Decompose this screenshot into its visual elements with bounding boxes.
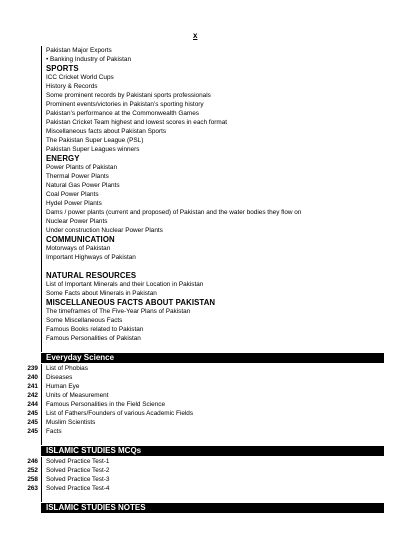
section-heading [22,154,384,163]
entry-text: Solved Practice Test-4 [41,484,384,493]
toc-entry [22,199,384,208]
page-number [22,217,41,226]
page-number: 242 [27,392,38,399]
toc-entry [22,91,384,100]
toc-entry [22,145,384,154]
page-number [22,226,41,235]
section-title: ISLAMIC STUDIES NOTES [41,503,384,513]
toc-entry [22,400,384,409]
entry-text: Under construction Nuclear Power Plants [41,226,384,235]
section-title: Everyday Science [41,353,384,363]
toc-entry [22,73,384,82]
page-number [22,353,41,363]
entry-text: Famous Personalities of Pakistan [41,334,384,343]
entry-text: Solved Practice Test-3 [41,475,384,484]
entry-text: Famous Personalities in the Field Science [41,400,384,409]
heading-text: SPORTS [41,64,384,73]
page-number [22,154,41,163]
toc-entry [22,118,384,127]
page-number [22,172,41,181]
section-heading [22,298,384,307]
toc-entry [22,289,384,298]
page-number [22,73,41,82]
section-heading [22,235,384,244]
entry-text [41,436,384,445]
toc-entry [22,382,384,391]
entry-text [41,493,384,502]
entry-text: The timeframes of The Five-Year Plans of Pakistan [41,307,384,316]
page-number [22,145,41,154]
toc-entry [22,181,384,190]
toc-entry [22,475,384,484]
page-number [22,436,41,445]
toc-entry [22,127,384,136]
page-number [22,199,41,208]
entry-text: Units of Measurement [41,391,384,400]
section-title: ISLAMIC STUDIES MCQs [41,446,384,456]
page-number [22,163,41,172]
toc-entry [22,226,384,235]
entry-text: Natural Gas Power Plants [41,181,384,190]
entry-text: Miscellaneous facts about Pakistan Sports [41,127,384,136]
entry-text: Pakistan Super Leagues winners [41,145,384,154]
entry-text: ICC Cricket World Cups [41,73,384,82]
spacer-row [22,262,384,271]
entry-text: The Pakistan Super League (PSL) [41,136,384,145]
toc-entry [22,244,384,253]
section-band [22,446,384,456]
entry-text: Coal Power Plants [41,190,384,199]
spacer-row [22,436,384,445]
entry-text: History & Records [41,82,384,91]
entry-text: Some prominent records by Pakistani sports professionals [41,91,384,100]
entry-text: Pakistan’s performance at the Commonwealth Games [41,109,384,118]
page-number [22,82,41,91]
heading-text: ENERGY [41,154,384,163]
entry-text: Some Facts about Minerals in Pakistan [41,289,384,298]
entry-text: Thermal Power Plants [41,172,384,181]
entry-text: Facts [41,427,384,436]
toc-entry [22,334,384,343]
page-number [22,503,41,513]
page-number [22,46,41,55]
entry-text: Pakistan Cricket Team highest and lowest scores in each format [41,118,384,127]
page-number: 246 [27,458,38,465]
page-number: 252 [27,467,38,474]
spacer-row [22,493,384,502]
heading-text: MISCELLANEOUS FACTS ABOUT PAKISTAN [41,298,384,307]
entry-text: Dams / power plants (current and proposed) of Pakistan and the water bodies they flow on [41,208,384,217]
toc-entry [22,172,384,181]
page-number [22,136,41,145]
entry-text: Pakistan Major Exports [41,46,384,55]
section-band [22,503,384,513]
page-number [22,235,41,244]
page-number: 241 [27,383,38,390]
toc-entry [22,409,384,418]
entry-text: Diseases [41,373,384,382]
entry-text: Power Plants of Pakistan [41,163,384,172]
toc-entry [22,391,384,400]
page-number [22,446,41,456]
heading-text: NATURAL RESOURCES [41,271,384,280]
page-number [22,298,41,307]
toc-entry [22,109,384,118]
page-number [22,109,41,118]
entry-text: Human Eye [41,382,384,391]
toc-entry [22,253,384,262]
entry-text: Famous Books related to Pakistan [41,325,384,334]
page-number [22,307,41,316]
toc-entry [22,373,384,382]
page-number [22,289,41,298]
page-number [22,262,41,271]
page-number [22,55,41,64]
toc-entry [22,190,384,199]
toc-entry [22,55,384,64]
toc-entry [22,484,384,493]
page-number [22,127,41,136]
toc-entry [22,208,384,217]
page-number [22,253,41,262]
page-number: 244 [27,401,38,408]
page-number: 245 [27,410,38,417]
toc-entry [22,325,384,334]
page-number [22,181,41,190]
entry-text [41,262,384,271]
toc-entry [22,82,384,91]
spacer-row [22,343,384,352]
entry-text: • Banking Industry of Pakistan [41,55,384,64]
page-number [22,190,41,199]
toc-entry [22,280,384,289]
entry-text: Solved Practice Test-2 [41,466,384,475]
page-number: 245 [27,428,38,435]
toc-entry [22,163,384,172]
page-number [22,280,41,289]
page-number [22,334,41,343]
entry-text: Solved Practice Test-1 [41,457,384,466]
section-heading [22,64,384,73]
entry-text: Prominent events/victories in Pakistan’s sporting history [41,100,384,109]
heading-text: COMMUNICATION [41,235,384,244]
toc-entry [22,100,384,109]
page-number [22,100,41,109]
toc-entry [22,217,384,226]
entry-text: Important Highways of Pakistan [41,253,384,262]
entry-text [41,343,384,352]
section-heading [22,271,384,280]
toc-entry [22,466,384,475]
entry-text: List of Fathers/Founders of various Academic Fields [41,409,384,418]
page-number: 245 [27,419,38,426]
page-number [22,244,41,253]
entry-text: List of Phobias [41,364,384,373]
page-number [22,208,41,217]
entry-text: Motorways of Pakistan [41,244,384,253]
page-number: 239 [27,365,38,372]
entry-text: Hydel Power Plants [41,199,384,208]
toc-entry [22,136,384,145]
page-number [22,325,41,334]
page-number [22,64,41,73]
page-number: 240 [27,374,38,381]
page-number [22,271,41,280]
entry-text: Some Miscellaneous Facts [41,316,384,325]
page-number [22,91,41,100]
entry-text: Nuclear Power Plants [41,217,384,226]
page-marker: x [193,31,198,40]
entry-text: List of Important Minerals and their Location in Pakistan [41,280,384,289]
toc-entry [22,316,384,325]
table-of-contents [22,46,384,514]
page-number [22,493,41,502]
toc-entry [22,46,384,55]
page-number [22,343,41,352]
entry-text: Muslim Scientists [41,418,384,427]
toc-entry [22,364,384,373]
page-number [22,316,41,325]
page-number: 263 [27,485,38,492]
page-number: 258 [27,476,38,483]
page-number [22,118,41,127]
toc-entry [22,418,384,427]
section-band [22,353,384,363]
toc-entry [22,427,384,436]
toc-entry [22,307,384,316]
toc-entry [22,457,384,466]
